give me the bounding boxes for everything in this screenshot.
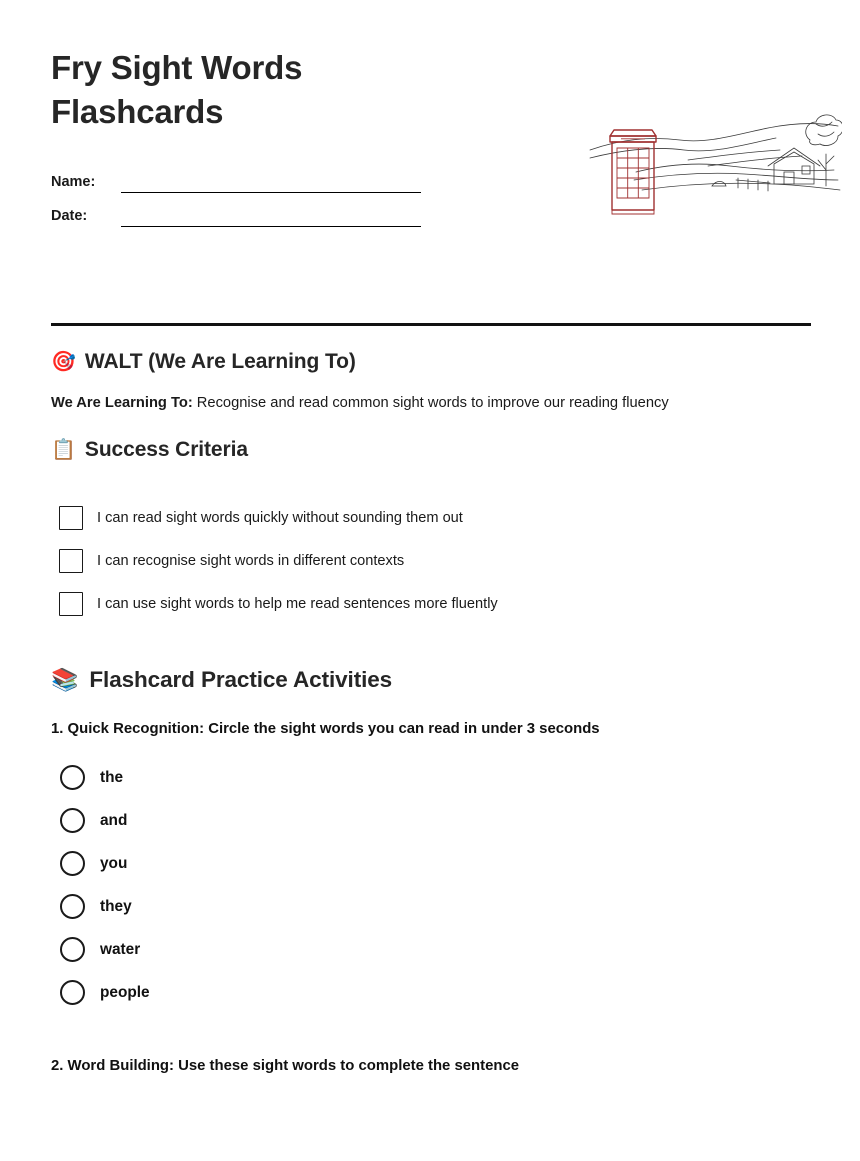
clipboard-icon: 📋 bbox=[51, 439, 76, 462]
list-item[interactable] bbox=[51, 928, 811, 971]
walt-statement-text: Recognise and read common sight words to improve our reading fluency bbox=[192, 395, 669, 412]
criteria-label: I can recognise sight words in different contexts bbox=[97, 552, 405, 569]
telephone-box-countryside-illustration bbox=[588, 100, 842, 230]
criteria-label: I can read sight words quickly without sounding them out bbox=[97, 509, 463, 526]
list-item[interactable] bbox=[51, 799, 811, 842]
sight-word: the bbox=[100, 768, 124, 786]
activity-2-title: 2. Word Building: Use these sight words to complete the sentence bbox=[51, 1058, 520, 1075]
circle-bullet[interactable] bbox=[60, 765, 85, 790]
success-criteria-list bbox=[51, 496, 811, 625]
walt-statement bbox=[51, 393, 811, 414]
list-item[interactable] bbox=[51, 582, 811, 625]
circle-bullet[interactable] bbox=[60, 808, 85, 833]
criteria-label: I can use sight words to help me read sentences more fluently bbox=[97, 595, 498, 612]
checkbox[interactable] bbox=[59, 549, 83, 573]
date-label: Date: bbox=[51, 208, 88, 225]
sight-word: you bbox=[100, 854, 128, 872]
activities-section-header bbox=[51, 667, 811, 693]
sight-word: and bbox=[100, 811, 128, 829]
sight-word: people bbox=[100, 983, 150, 1001]
list-item[interactable] bbox=[51, 885, 811, 928]
circle-bullet[interactable] bbox=[60, 937, 85, 962]
walt-section-header bbox=[51, 350, 811, 374]
activities-heading: Flashcard Practice Activities bbox=[89, 667, 393, 693]
checkbox[interactable] bbox=[59, 506, 83, 530]
success-criteria-heading: Success Criteria bbox=[84, 438, 248, 462]
walt-statement-label: We Are Learning To: bbox=[51, 395, 193, 412]
activity-1-title: 1. Quick Recognition: Circle the sight words you can read in under 3 seconds bbox=[51, 721, 600, 738]
sight-word: they bbox=[100, 897, 132, 915]
sight-word: water bbox=[100, 940, 141, 958]
name-label: Name: bbox=[51, 174, 96, 191]
list-item[interactable] bbox=[51, 756, 811, 799]
page-title: Fry Sight Words Flashcards bbox=[51, 49, 303, 130]
walt-heading: WALT (We Are Learning To) bbox=[84, 350, 356, 374]
list-item[interactable] bbox=[51, 539, 811, 582]
sight-word-list bbox=[51, 756, 811, 1014]
success-criteria-header bbox=[51, 438, 811, 462]
date-input-line[interactable] bbox=[121, 225, 421, 227]
header-divider bbox=[51, 323, 811, 326]
circle-bullet[interactable] bbox=[60, 894, 85, 919]
list-item[interactable] bbox=[51, 496, 811, 539]
name-input-line[interactable] bbox=[121, 191, 421, 193]
list-item[interactable] bbox=[51, 842, 811, 885]
checkbox[interactable] bbox=[59, 592, 83, 616]
target-icon: 🎯 bbox=[51, 351, 76, 374]
circle-bullet[interactable] bbox=[60, 980, 85, 1005]
circle-bullet[interactable] bbox=[60, 851, 85, 876]
list-item[interactable] bbox=[51, 971, 811, 1014]
books-icon: 📚 bbox=[51, 667, 79, 693]
